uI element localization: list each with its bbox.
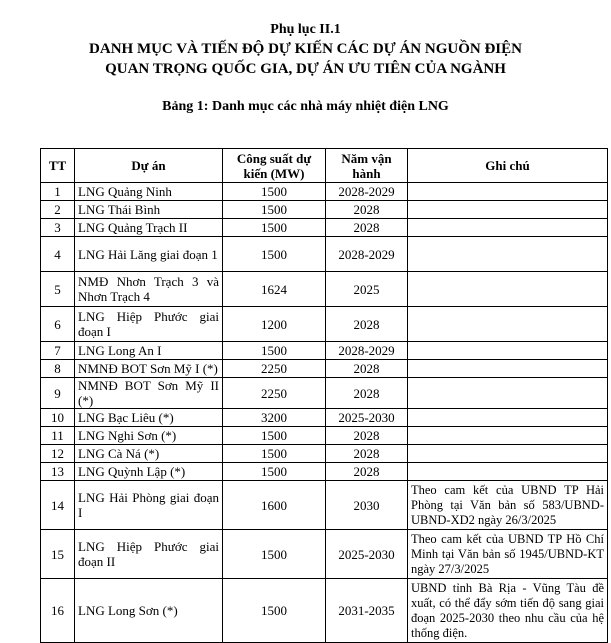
cell-note	[408, 307, 608, 342]
cell-tt: 13	[41, 463, 75, 481]
cell-tt: 8	[41, 360, 75, 378]
table-header-row	[41, 149, 608, 183]
cell-capacity: 1624	[223, 272, 326, 307]
cell-note: Theo cam kết của UBND TP Hồ Chí Minh tại Văn bản số 1945/UBND-KT ngày 27/3/2025	[408, 530, 608, 579]
cell-project: LNG Hải Phòng giai đoạn I	[75, 481, 223, 530]
cell-year: 2028-2029	[326, 237, 408, 272]
cell-capacity: 1500	[223, 237, 326, 272]
cell-note: Theo cam kết của UBND TP Hải Phòng tại Văn bản số 583/UBND-UBND-XD2 ngày 26/3/2025	[408, 481, 608, 530]
cell-capacity: 1500	[223, 463, 326, 481]
cell-capacity: 1500	[223, 183, 326, 201]
cell-tt: 12	[41, 445, 75, 463]
cell-capacity: 1500	[223, 530, 326, 579]
cell-project: LNG Cà Ná (*)	[75, 445, 223, 463]
table-row	[41, 201, 608, 219]
cell-project: LNG Quảng Ninh	[75, 183, 223, 201]
cell-capacity: 1500	[223, 201, 326, 219]
table-row	[41, 307, 608, 342]
table-row	[41, 237, 608, 272]
cell-project: LNG Nghi Sơn (*)	[75, 427, 223, 445]
table-row	[41, 481, 608, 530]
document-title-line-1: DANH MỤC VÀ TIẾN ĐỘ DỰ KIẾN CÁC DỰ ÁN NGUỒN ĐIỆN	[89, 41, 522, 57]
table-row	[41, 530, 608, 579]
cell-year: 2025	[326, 272, 408, 307]
table-title: Bảng 1: Danh mục các nhà máy nhiệt điện LNG	[162, 99, 449, 114]
cell-project: NMNĐ BOT Sơn Mỹ I (*)	[75, 360, 223, 378]
cell-note	[408, 219, 608, 237]
table-row	[41, 272, 608, 307]
cell-year: 2025-2030	[326, 409, 408, 427]
cell-project: NMĐ Nhơn Trạch 3 và Nhơn Trạch 4	[75, 272, 223, 307]
cell-capacity: 1500	[223, 579, 326, 643]
cell-project: LNG Hiệp Phước giai đoạn II	[75, 530, 223, 579]
cell-tt: 15	[41, 530, 75, 579]
cell-note	[408, 427, 608, 445]
cell-year: 2030	[326, 481, 408, 530]
table-row	[41, 409, 608, 427]
column-header-tt: TT	[41, 149, 75, 183]
cell-capacity: 2250	[223, 378, 326, 409]
cell-note	[408, 237, 608, 272]
cell-year: 2028	[326, 360, 408, 378]
column-header-project: Dự án	[75, 149, 223, 183]
table-row	[41, 427, 608, 445]
cell-tt: 16	[41, 579, 75, 643]
cell-capacity: 1500	[223, 342, 326, 360]
cell-tt: 3	[41, 219, 75, 237]
cell-note	[408, 272, 608, 307]
table-row	[41, 445, 608, 463]
cell-year: 2028	[326, 219, 408, 237]
column-header-capacity: Công suất dự kiến (MW)	[223, 149, 326, 183]
cell-tt: 7	[41, 342, 75, 360]
cell-year: 2028	[326, 307, 408, 342]
cell-tt: 11	[41, 427, 75, 445]
cell-tt: 9	[41, 378, 75, 409]
cell-note	[408, 360, 608, 378]
cell-year: 2028-2029	[326, 342, 408, 360]
cell-year: 2028	[326, 201, 408, 219]
cell-project: LNG Long Sơn (*)	[75, 579, 223, 643]
cell-note: UBND tỉnh Bà Rịa - Vũng Tàu đề xuất, có thể đẩy sớm tiến độ sang giai đoạn 2025-2030 theo nhu cầu của hệ thống điện.	[408, 579, 608, 643]
appendix-label: Phụ lục II.1	[270, 22, 341, 37]
cell-project: LNG Long An I	[75, 342, 223, 360]
table-row	[41, 219, 608, 237]
column-header-note: Ghi chú	[408, 149, 608, 183]
cell-project: LNG Bạc Liêu (*)	[75, 409, 223, 427]
cell-project: LNG Thái Bình	[75, 201, 223, 219]
cell-note	[408, 378, 608, 409]
cell-year: 2028-2029	[326, 183, 408, 201]
cell-tt: 6	[41, 307, 75, 342]
cell-capacity: 2250	[223, 360, 326, 378]
cell-capacity: 1500	[223, 219, 326, 237]
cell-capacity: 1500	[223, 427, 326, 445]
cell-capacity: 1600	[223, 481, 326, 530]
cell-year: 2028	[326, 427, 408, 445]
cell-year: 2028	[326, 378, 408, 409]
cell-project: LNG Quảng Trạch II	[75, 219, 223, 237]
cell-note	[408, 463, 608, 481]
cell-tt: 14	[41, 481, 75, 530]
table-row	[41, 360, 608, 378]
cell-project: LNG Quỳnh Lập (*)	[75, 463, 223, 481]
table-row	[41, 579, 608, 643]
table-row	[41, 342, 608, 360]
document-title-line-2: QUAN TRỌNG QUỐC GIA, DỰ ÁN ƯU TIÊN CỦA NGÀNH	[105, 61, 506, 77]
cell-capacity: 1200	[223, 307, 326, 342]
cell-project: LNG Hải Lăng giai đoạn 1	[75, 237, 223, 272]
cell-project: NMNĐ BOT Sơn Mỹ II (*)	[75, 378, 223, 409]
table-row	[41, 183, 608, 201]
cell-year: 2028	[326, 445, 408, 463]
cell-capacity: 1500	[223, 445, 326, 463]
table-row	[41, 378, 608, 409]
table-row	[41, 463, 608, 481]
cell-note	[408, 445, 608, 463]
cell-tt: 4	[41, 237, 75, 272]
cell-tt: 5	[41, 272, 75, 307]
cell-note	[408, 342, 608, 360]
column-header-year: Năm vận hành	[326, 149, 408, 183]
cell-year: 2025-2030	[326, 530, 408, 579]
cell-tt: 1	[41, 183, 75, 201]
cell-year: 2028	[326, 463, 408, 481]
cell-note	[408, 201, 608, 219]
cell-project: LNG Hiệp Phước giai đoạn I	[75, 307, 223, 342]
cell-year: 2031-2035	[326, 579, 408, 643]
cell-note	[408, 409, 608, 427]
cell-tt: 2	[41, 201, 75, 219]
lng-plants-table	[40, 148, 608, 643]
cell-note	[408, 183, 608, 201]
cell-tt: 10	[41, 409, 75, 427]
cell-capacity: 3200	[223, 409, 326, 427]
